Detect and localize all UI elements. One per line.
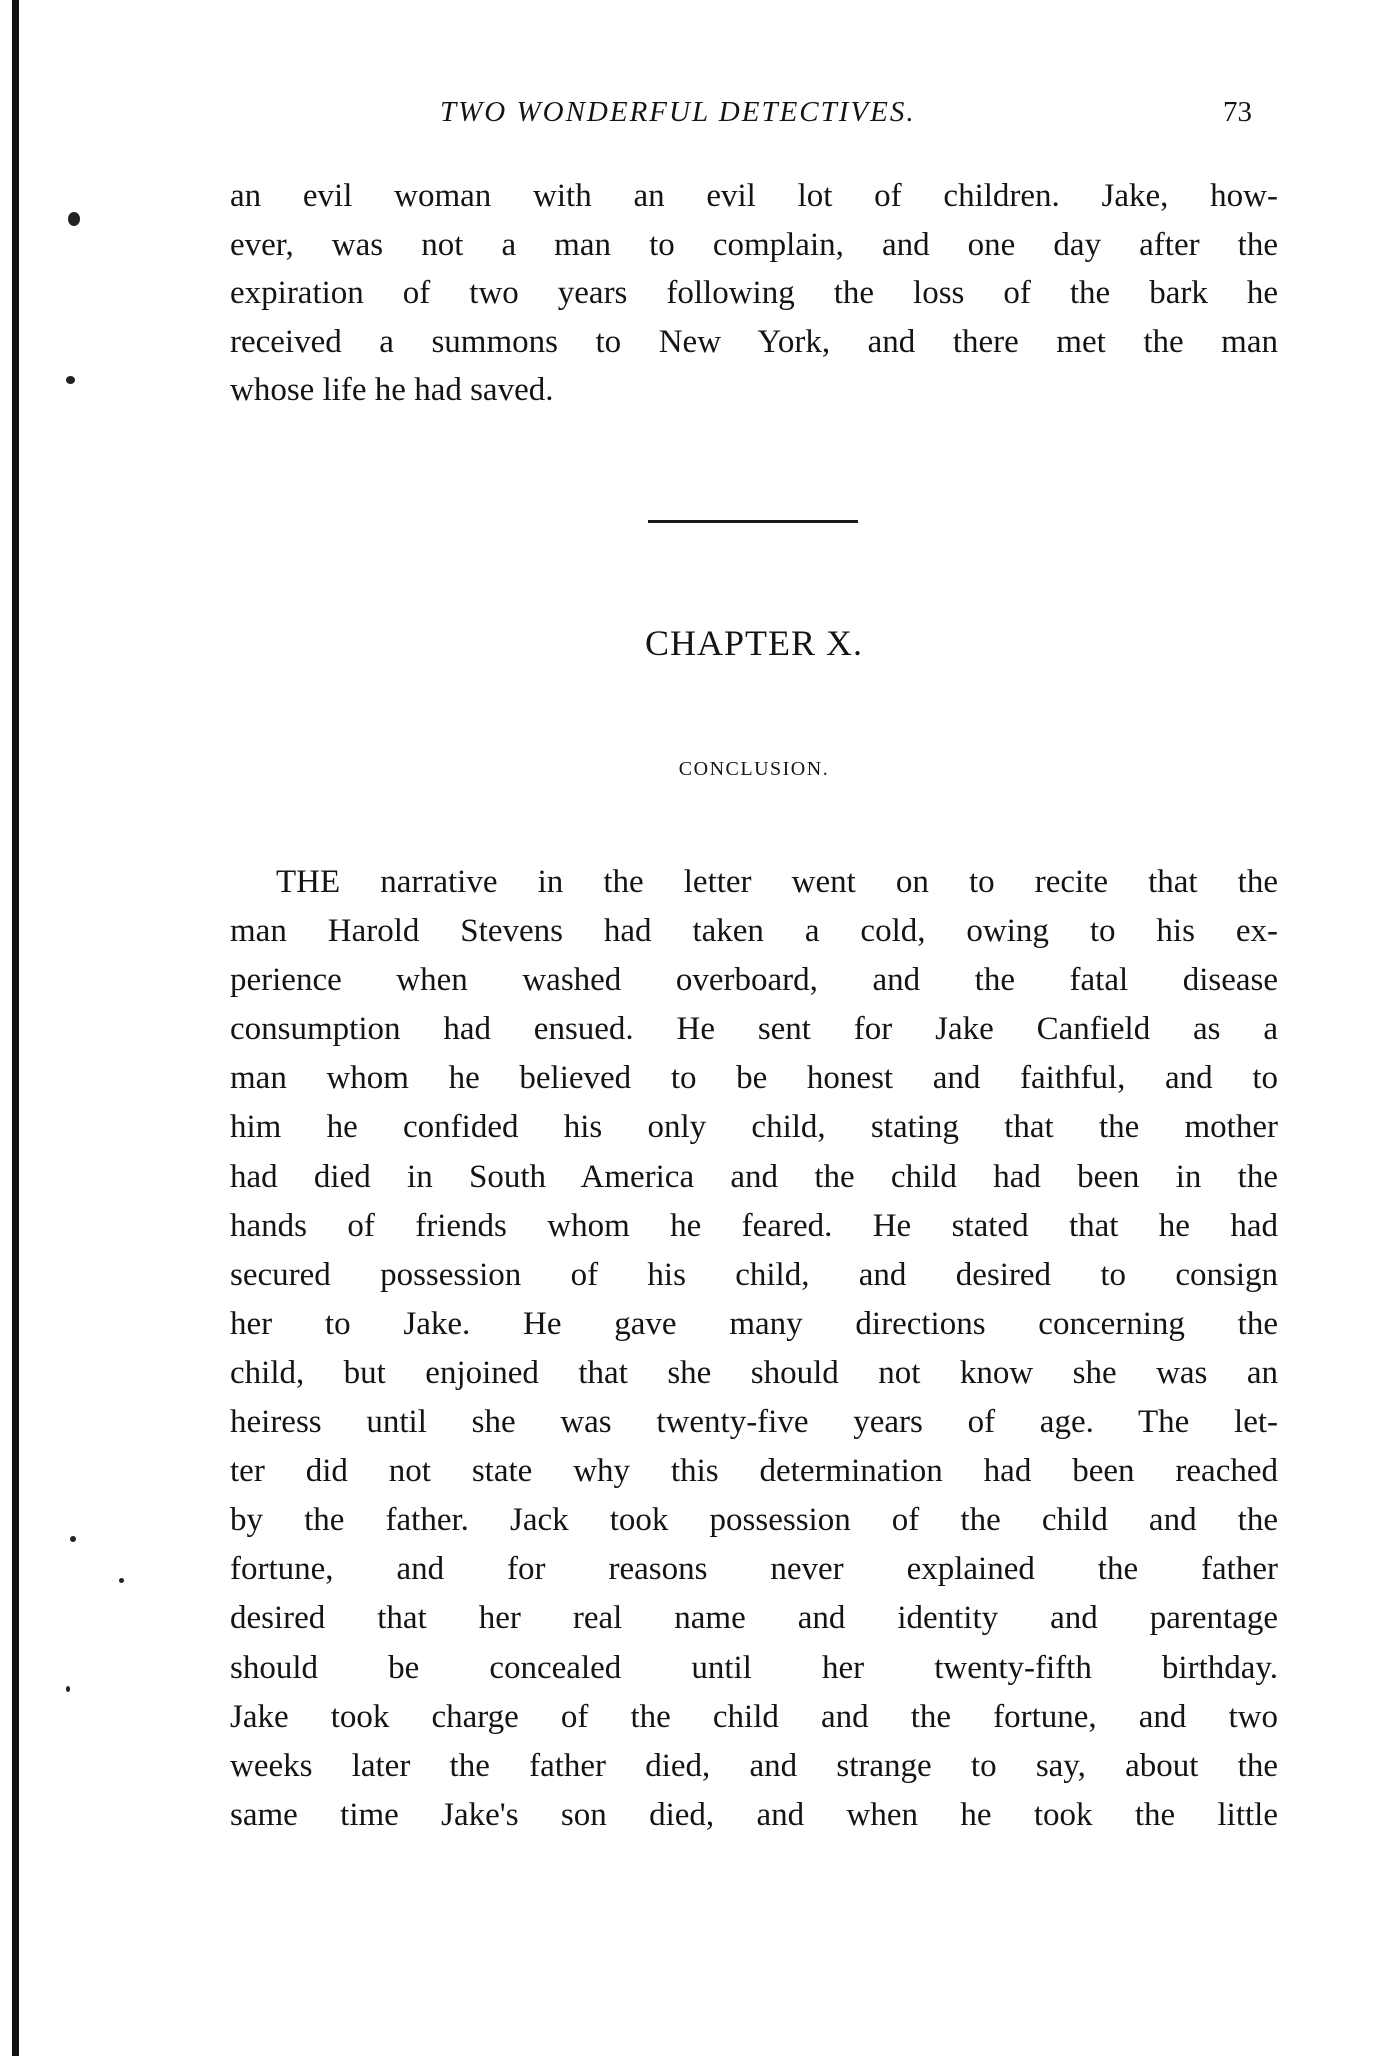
text-line: whose life he had saved. <box>230 372 554 408</box>
text-line: weeks later the father died, and strange to say, about the <box>230 1747 1278 1784</box>
text-line: same time Jake's son died, and when he took the little <box>230 1796 1278 1833</box>
text-line: man whom he believed to be honest and faithful, and to <box>230 1060 1278 1097</box>
text-line: THE narrative in the letter went on to recite that the <box>276 864 1278 900</box>
text-line: her to Jake. He gave many directions concerning the <box>230 1305 1278 1342</box>
text-line: received a summons to New York, and there met the man <box>230 323 1278 360</box>
text-line: by the father. Jack took possession of the child and the <box>230 1502 1278 1539</box>
text-line: Jake took charge of the child and the fortune, and two <box>230 1698 1278 1735</box>
running-head-title: TWO WONDERFUL DETECTIVES. <box>440 96 916 128</box>
text-line: ter did not state why this determination had been reached <box>230 1453 1278 1490</box>
ink-speck <box>119 1578 124 1583</box>
text-line: desired that her real name and identity and parentage <box>230 1600 1278 1637</box>
text-line: should be concealed until her twenty-fifth birthday. <box>230 1649 1278 1686</box>
text-line: ever, was not a man to complain, and one day after the <box>230 226 1278 263</box>
text-line: had died in South America and the child had been in the <box>230 1158 1278 1195</box>
text-line: an evil woman with an evil lot of children. Jake, how- <box>230 178 1278 214</box>
page-number: 73 <box>1223 96 1252 128</box>
text-line: him he confided his only child, stating that the mother <box>230 1109 1278 1146</box>
chapter-subtitle: CONCLUSION. <box>678 758 830 780</box>
chapter-title: CHAPTER X. <box>644 623 864 663</box>
text-line: perience when washed overboard, and the fatal disease <box>230 962 1278 999</box>
paragraph-continued <box>230 172 1278 415</box>
ink-speck <box>66 1686 70 1692</box>
page-binding-edge <box>12 0 19 2056</box>
text-line: child, but enjoined that she should not know she was an <box>230 1354 1278 1391</box>
paragraph-chapter-opening <box>230 858 1278 1840</box>
text-line: consumption had ensued. He sent for Jake Canfield as a <box>230 1011 1278 1048</box>
text-line: secured possession of his child, and desired to consign <box>230 1256 1278 1293</box>
ink-speck <box>68 212 80 226</box>
text-line: heiress until she was twenty-five years of age. The let- <box>230 1404 1278 1441</box>
ink-speck <box>70 1536 76 1542</box>
text-line: man Harold Stevens had taken a cold, owing to his ex- <box>230 913 1278 950</box>
text-line: hands of friends whom he feared. He stated that he had <box>230 1207 1278 1244</box>
text-line: expiration of two years following the loss of the bark he <box>230 275 1278 311</box>
text-line: fortune, and for reasons never explained the father <box>230 1551 1278 1588</box>
ink-speck <box>66 376 75 384</box>
section-divider-rule <box>648 520 858 523</box>
